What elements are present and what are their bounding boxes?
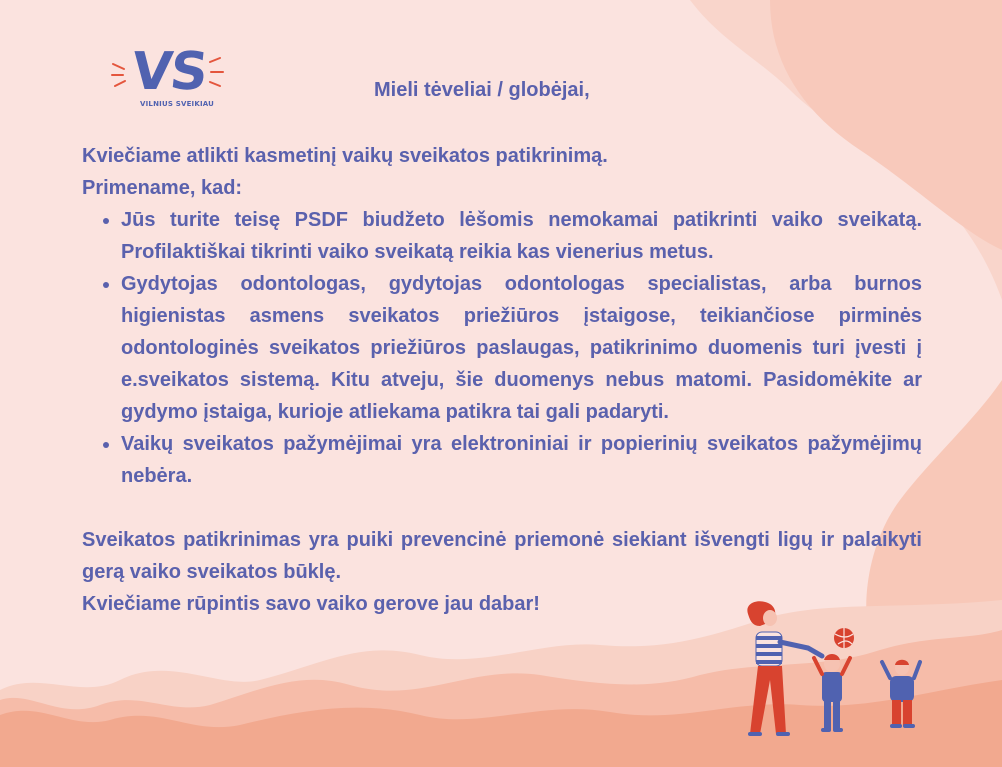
mother-figure — [747, 601, 822, 736]
vilnius-sveikiau-logo — [110, 42, 226, 114]
list-item: • Jūs turite teisę PSDF biudžeto lėšomis nemokamai patikrinti vaiko sveikatą. Profilaktiškai tikrinti vaiko sveikatą reikia kas vienerius metus. — [121, 204, 922, 268]
reminder-label: Primename, kad: — [82, 177, 243, 199]
spacer — [82, 492, 922, 524]
logo-initials: VS — [128, 42, 209, 102]
child-figure-1 — [814, 654, 850, 732]
list-item: • Gydytojas odontologas, gydytojas odontologas specialistas, arba burnos higienistas asmens sveikatos priežiūros įstaigose, teikiančiose pirminės odontologinės sveikatos priežiūros paslaugas, patikrinimo duomenis turi įvesti į e.sveikatos sistemą. Kitu atveju, šie duomenys nebus matomi. Pasidomėkite ar gydymo įstaiga, kurioje atliekama patikra tai gali padaryti. — [121, 268, 922, 428]
logo-subtitle: VILNIUS SVEIKIAU — [140, 100, 215, 108]
reminder-list — [82, 204, 922, 492]
child-figure-2 — [882, 660, 920, 728]
ball-icon — [834, 628, 854, 648]
intro-text: Kviečiame atlikti kasmetinį vaikų sveikatos patikrinimą. — [82, 145, 608, 167]
list-item: • Vaikų sveikatos pažymėjimai yra elektroniniai ir popierinių sveikatos pažymėjimų nebėra. — [121, 428, 922, 492]
closing-text: Sveikatos patikrinimas yra puiki prevencinė priemonė siekiant išvengti ligų ir palaikyti gerą vaiko sveikatos būklę. — [82, 529, 922, 583]
family-playing-ball-illustration — [730, 596, 930, 746]
letter-body — [82, 140, 922, 620]
greeting: Mieli tėveliai / globėjai, — [374, 79, 590, 101]
call-to-action: Kviečiame rūpintis savo vaiko gerove jau dabar! — [82, 593, 540, 615]
